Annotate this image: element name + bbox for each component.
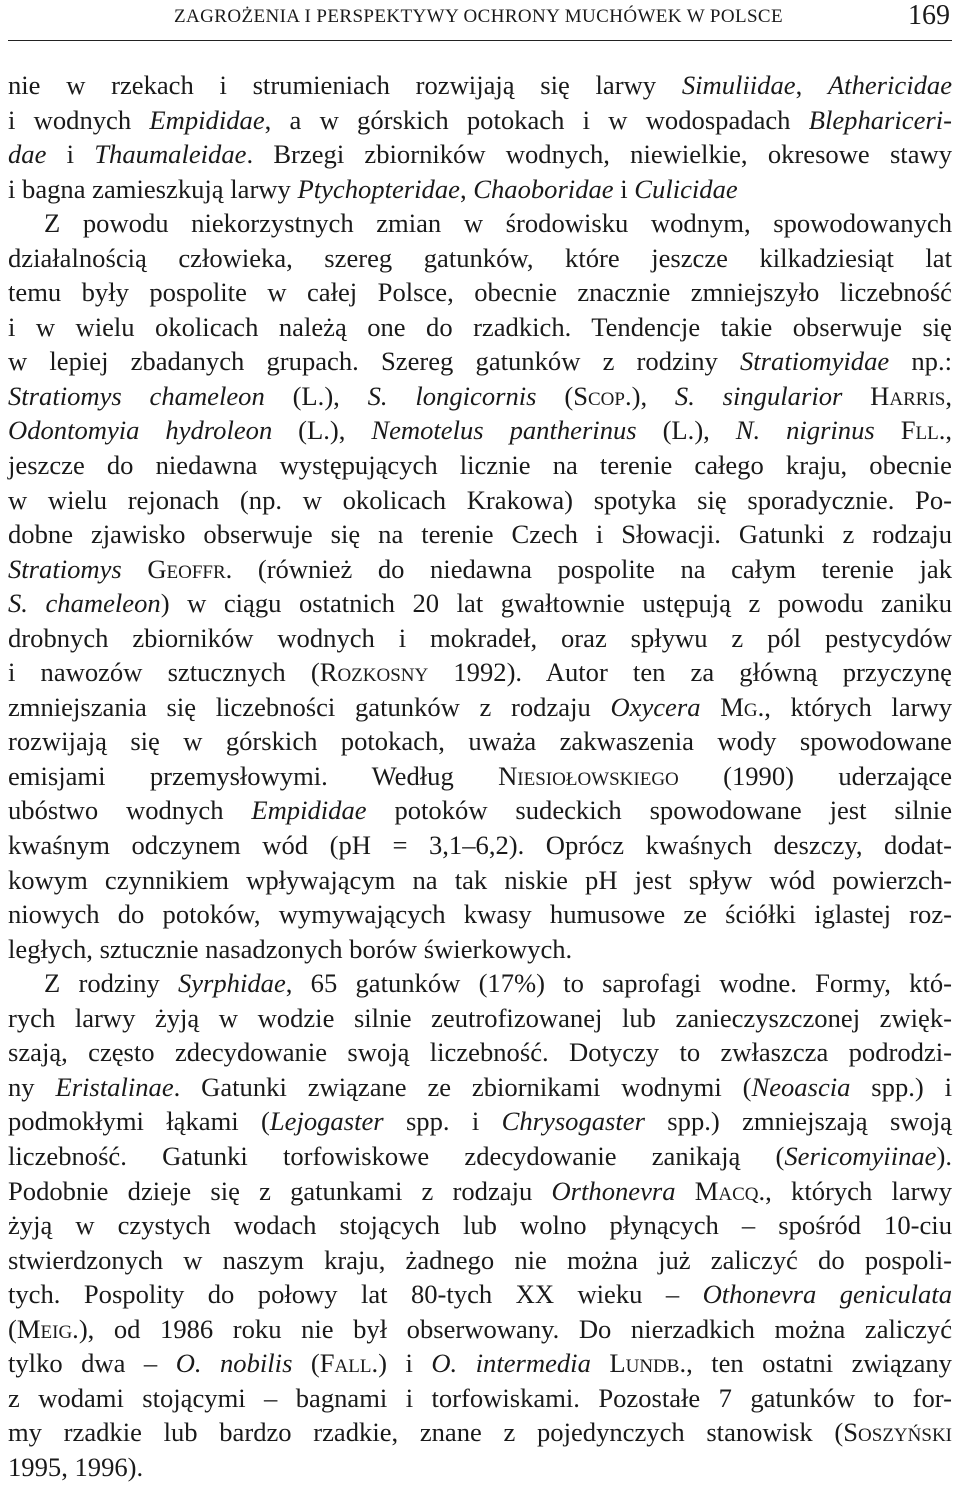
text-line: i wodnych Empididae, a w górskich potokach i w wodospadach Blephariceri- bbox=[8, 104, 953, 135]
text-line: w lepiej zbadanych grupach. Szereg gatunków z rodziny Stratiomyidae np.: bbox=[8, 346, 952, 377]
text-line: niowych do potoków, wymywających kwasy humusowe ze ściółki iglastej roz- bbox=[8, 899, 952, 930]
page-number: 169 bbox=[908, 0, 950, 31]
text-line: zmniejszania się liczebności gatunków z rodzaju Oxycera Mg., których larwy bbox=[8, 691, 952, 722]
text-line: dae i Thaumaleidae. Brzegi zbiorników wodnych, niewielkie, okresowe stawy bbox=[8, 139, 952, 170]
text-line: Stratiomys Geoffr. (również do niedawna pospolite na całym terenie jak bbox=[8, 553, 952, 584]
text-line: żyją w czystych wodach stojących lub wolno płynących – spośród 10-ciu bbox=[8, 1210, 952, 1241]
text-line: ubóstwo wodnych Empididae potoków sudeckich spowodowane jest silnie bbox=[8, 795, 952, 826]
header-rule bbox=[8, 40, 952, 41]
text-line: jeszcze do niedawna występujących licznie na terenie całego kraju, obecnie bbox=[8, 450, 952, 481]
text-line: rozwijają się w górskich potokach, uważa zakwaszenia wody spowodowane bbox=[8, 726, 952, 757]
text-line: Podobnie dzieje się z gatunkami z rodzaju Orthonevra Macq., których larwy bbox=[8, 1175, 953, 1206]
text-line: nie w rzekach i strumieniach rozwijają się larwy Simuliidae, Athericidae bbox=[8, 70, 952, 100]
running-title: ZAGROŻENIA I PERSPEKTYWY OCHRONY MUCHÓWEK W POLSCE bbox=[174, 6, 784, 27]
text-line: drobnych zbiorników wodnych i mokradeł, oraz spływu z pól pestycydów bbox=[8, 622, 952, 653]
text-line: działalnością człowieka, szereg gatunków, które jeszcze kilkadziesiąt lat bbox=[8, 242, 952, 273]
text-line: Stratiomys chameleon (L.), S. longicornis (Scop.), S. singularior Harris, bbox=[8, 380, 952, 411]
text-line: tylko dwa – O. nobilis (Fall.) i O. intermedia Lundb., ten ostatni związany bbox=[8, 1348, 952, 1379]
text-line: szają, często zdecydowanie swoją liczebność. Dotyczy to zwłaszcza podrodzi- bbox=[8, 1037, 952, 1068]
text-line: S. chameleon) w ciągu ostatnich 20 lat gwałtownie ustępują z powodu zaniku bbox=[8, 588, 952, 619]
running-header bbox=[8, 0, 952, 42]
text-line: liczebność. Gatunki torfowiskowe zdecydowanie zanikają (Sericomyiinae). bbox=[8, 1140, 952, 1171]
text-line: Odontomyia hydroleon (L.), Nemotelus pantherinus (L.), N. nigrinus Fll., bbox=[8, 415, 952, 446]
text-line: temu były pospolite w całej Polsce, obecnie znacznie zmniejszyło liczebność bbox=[8, 277, 952, 308]
document-page bbox=[8, 0, 952, 1491]
text-line: kowym czynnikiem wpływającym na tak niskie pH jest spływ wód powierzch- bbox=[8, 864, 952, 895]
text-line: i nawozów sztucznych (Rozkosny 1992). Autor ten za główną przyczynę bbox=[8, 657, 952, 688]
text-line: z wodami stojącymi – bagnami i torfowiskami. Pozostałe 7 gatunków to for- bbox=[8, 1382, 952, 1413]
text-line: ległych, sztucznie nasadzonych borów świerkowych. bbox=[8, 933, 573, 964]
text-line: dobne zjawisko obserwuje się na terenie Czech i Słowacji. Gatunki z rodzaju bbox=[8, 519, 952, 550]
text-line: podmokłymi łąkami (Lejogaster spp. i Chrysogaster spp.) zmniejszają swoją bbox=[8, 1106, 952, 1137]
text-line: kwaśnym odczynem wód (pH = 3,1–6,2). Oprócz kwaśnych deszczy, dodat- bbox=[8, 830, 952, 861]
text-line: Z powodu niekorzystnych zmian w środowisku wodnym, spowodowanych bbox=[44, 208, 952, 239]
text-line: tych. Pospolity do połowy lat 80-tych XX wieku – Othonevra geniculata bbox=[8, 1279, 952, 1310]
text-line: i w wielu okolicach należą one do rzadkich. Tendencje takie obserwuje się bbox=[8, 311, 952, 342]
text-line: my rzadkie lub bardzo rzadkie, znane z pojedynczych stanowisk (Soszyński bbox=[8, 1417, 952, 1448]
text-line: 1995, 1996). bbox=[8, 1451, 144, 1482]
text-line: (Meig.), od 1986 roku nie był obserwowany. Do nierzadkich można zaliczyć bbox=[8, 1313, 952, 1344]
text-line: rych larwy żyją w wodzie silnie zeutrofizowanej lub zanieczyszczonej zwięk- bbox=[8, 1002, 952, 1033]
text-line: w wielu rejonach (np. w okolicach Krakowa) spotyka się sporadycznie. Po- bbox=[8, 484, 952, 515]
text-line: i bagna zamieszkują larwy Ptychopteridae, Chaoboridae i Culicidae bbox=[8, 173, 738, 204]
text-line: ny Eristalinae. Gatunki związane ze zbiornikami wodnymi (Neoascia spp.) i bbox=[8, 1071, 952, 1102]
text-line: stwierdzonych w naszym kraju, żadnego nie można już zaliczyć do pospoli- bbox=[8, 1244, 952, 1275]
text-line: Z rodziny Syrphidae, 65 gatunków (17%) to saprofagi wodne. Formy, któ- bbox=[44, 968, 953, 999]
text-line: emisjami przemysłowymi. Według Niesiołowskiego (1990) uderzające bbox=[8, 760, 952, 791]
body-text bbox=[8, 68, 952, 1484]
